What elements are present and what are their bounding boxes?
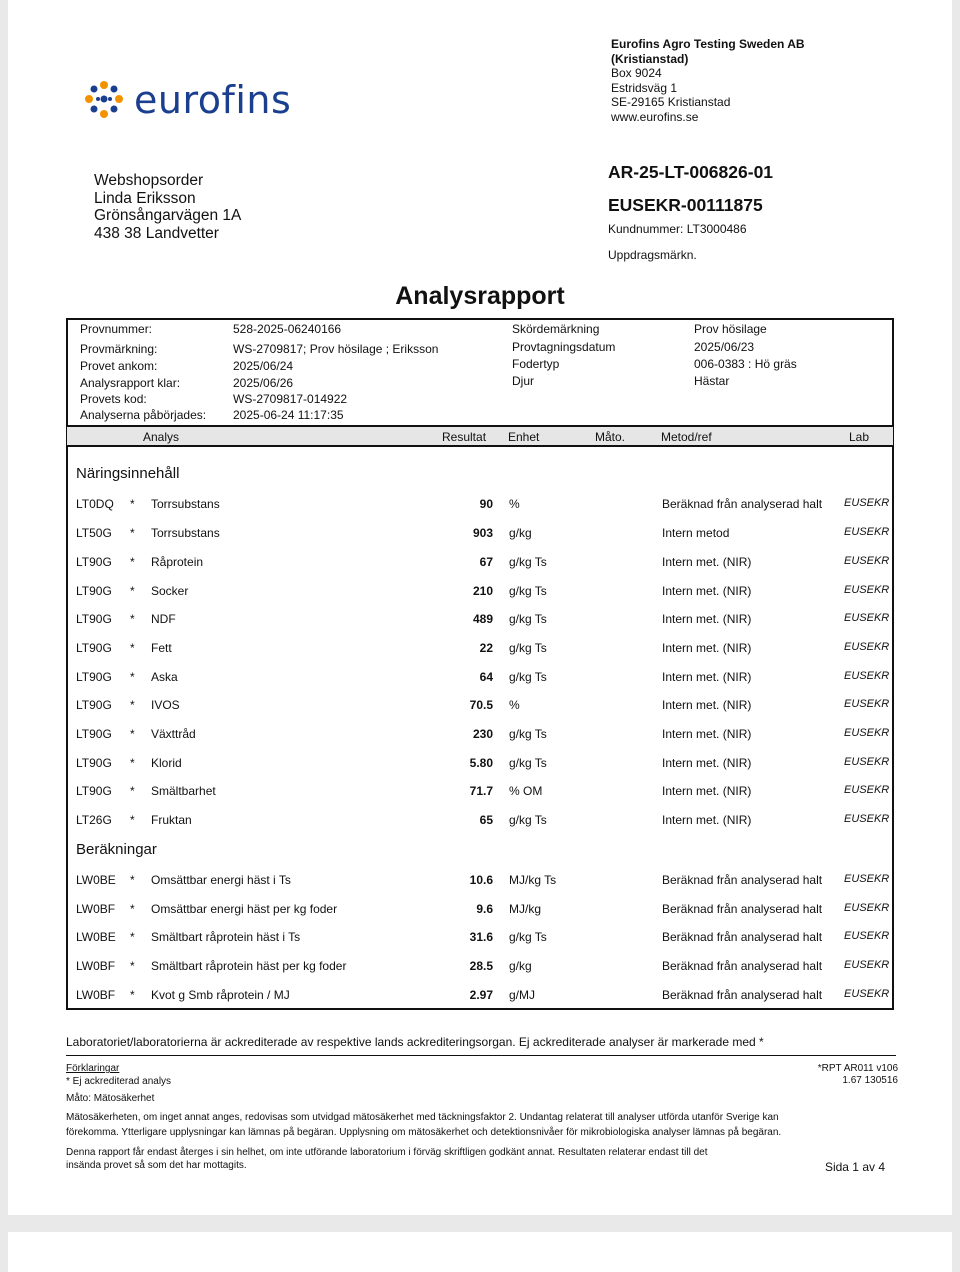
cell-unit: g/kg Ts bbox=[509, 670, 547, 684]
cell-lab: EUSEKR bbox=[844, 555, 890, 567]
info-label: Analysrapport klar: bbox=[80, 376, 181, 390]
cell-lab: EUSEKR bbox=[844, 727, 890, 739]
header-resultat: Resultat bbox=[442, 430, 487, 444]
table-row bbox=[67, 612, 893, 630]
cell-star: * bbox=[130, 727, 135, 741]
cell-result: 5.80 bbox=[469, 756, 493, 770]
cell-result: 230 bbox=[472, 727, 493, 741]
cell-unit: g/kg Ts bbox=[509, 612, 547, 626]
cell-unit: % bbox=[509, 497, 520, 511]
header-analys: Analys bbox=[143, 430, 180, 444]
cell-star: * bbox=[130, 784, 135, 798]
cell-unit: g/MJ bbox=[509, 988, 536, 1002]
cell-code: LT90G bbox=[76, 756, 112, 770]
cell-unit: g/kg bbox=[509, 959, 532, 973]
customer-address bbox=[94, 172, 241, 242]
cell-name: Torrsubstans bbox=[151, 497, 220, 511]
cell-unit: g/kg Ts bbox=[509, 641, 547, 655]
cell-lab: EUSEKR bbox=[844, 902, 890, 914]
report-references bbox=[608, 162, 773, 262]
cell-lab: EUSEKR bbox=[844, 526, 890, 538]
info-label: Provets kod: bbox=[80, 392, 147, 406]
cell-star: * bbox=[130, 497, 135, 511]
lab-website: www.eurofins.se bbox=[611, 109, 699, 124]
table-row bbox=[67, 641, 893, 659]
table-row bbox=[67, 873, 893, 891]
cell-star: * bbox=[130, 641, 135, 655]
cell-name: Råprotein bbox=[151, 555, 204, 569]
cell-name: Omsättbar energi häst per kg foder bbox=[151, 902, 338, 916]
cell-unit: g/kg Ts bbox=[509, 727, 547, 741]
cell-star: * bbox=[130, 670, 135, 684]
table-row bbox=[67, 959, 893, 977]
cell-name: Fruktan bbox=[151, 813, 192, 827]
cell-result: 64 bbox=[479, 670, 493, 684]
cell-star: * bbox=[130, 584, 135, 598]
cell-name: Smältbarhet bbox=[151, 784, 216, 798]
table-row bbox=[67, 930, 893, 948]
eurofins-logo-icon bbox=[82, 78, 126, 122]
cell-unit: MJ/kg Ts bbox=[509, 873, 557, 887]
table-row bbox=[67, 756, 893, 774]
cell-star: * bbox=[130, 930, 135, 944]
cell-star: * bbox=[130, 813, 135, 827]
cell-method: Beräknad från analyserad halt bbox=[662, 988, 823, 1002]
table-header bbox=[67, 425, 893, 447]
footer-paragraph-line: förekomma. Ytterligare upplysningar kan lämnas på begäran. Upplysning om mätosäkerhet och detektionsnivåer för mikrobiologiska analyser lämnas på begäran. bbox=[66, 1127, 782, 1138]
cell-method: Intern metod bbox=[662, 526, 730, 540]
cell-lab: EUSEKR bbox=[844, 959, 890, 971]
cell-lab: EUSEKR bbox=[844, 698, 890, 710]
info-value: 2025/06/23 bbox=[694, 340, 755, 354]
table-row bbox=[67, 813, 893, 831]
cell-method: Intern met. (NIR) bbox=[662, 727, 752, 741]
cell-code: LW0BF bbox=[76, 902, 116, 916]
cell-name: Växttråd bbox=[151, 727, 196, 741]
cell-result: 28.5 bbox=[469, 959, 493, 973]
cell-method: Beräknad från analyserad halt bbox=[662, 873, 823, 887]
cell-method: Intern met. (NIR) bbox=[662, 698, 752, 712]
cell-name: Smältbart råprotein häst i Ts bbox=[151, 930, 301, 944]
cell-name: NDF bbox=[151, 612, 176, 626]
cell-result: 210 bbox=[472, 584, 493, 598]
cell-method: Intern met. (NIR) bbox=[662, 784, 752, 798]
table-row bbox=[67, 902, 893, 920]
cell-star: * bbox=[130, 959, 135, 973]
info-label: Provnummer: bbox=[80, 322, 153, 336]
cell-unit: g/kg Ts bbox=[509, 813, 547, 827]
cell-code: LT26G bbox=[76, 813, 112, 827]
cell-method: Intern met. (NIR) bbox=[662, 670, 752, 684]
cell-star: * bbox=[130, 873, 135, 887]
footer-ej-ackred: * Ej ackrediterad analys bbox=[66, 1076, 172, 1087]
table-row bbox=[67, 784, 893, 802]
cell-name: Kvot g Smb råprotein / MJ bbox=[151, 988, 290, 1002]
info-value: Prov hösilage bbox=[694, 322, 767, 336]
table-row bbox=[67, 727, 893, 745]
info-value: 528-2025-06240166 bbox=[233, 322, 342, 336]
cell-method: Intern met. (NIR) bbox=[662, 584, 752, 598]
info-label: Djur bbox=[512, 374, 535, 388]
page-number: Sida 1 av 4 bbox=[824, 1160, 885, 1174]
cell-result: 489 bbox=[472, 612, 493, 626]
info-label: Analyserna påbörjades: bbox=[80, 408, 207, 422]
cell-method: Beräknad från analyserad halt bbox=[662, 497, 823, 511]
cell-code: LT90G bbox=[76, 641, 112, 655]
header-mato: Måto. bbox=[595, 430, 626, 444]
cell-code: LT90G bbox=[76, 670, 112, 684]
cell-star: * bbox=[130, 555, 135, 569]
assignment-label: Uppdragsmärkn. bbox=[608, 248, 697, 262]
customer-line: Linda Eriksson bbox=[94, 189, 196, 207]
cell-method: Intern met. (NIR) bbox=[662, 813, 752, 827]
info-value: 2025/06/26 bbox=[233, 376, 294, 390]
cell-code: LT90G bbox=[76, 698, 112, 712]
cell-name: Torrsubstans bbox=[151, 526, 220, 540]
table-row bbox=[67, 988, 893, 1006]
table-row bbox=[67, 526, 893, 544]
order-number: EUSEKR-00111875 bbox=[608, 195, 763, 215]
info-value: Hästar bbox=[694, 374, 730, 388]
table-row bbox=[67, 555, 893, 573]
cell-result: 9.6 bbox=[476, 902, 493, 916]
lab-address-line: SE-29165 Kristianstad bbox=[611, 95, 731, 109]
cell-lab: EUSEKR bbox=[844, 873, 890, 885]
cell-name: Aska bbox=[151, 670, 178, 684]
logo-text: eurofins bbox=[134, 78, 292, 122]
cell-star: * bbox=[130, 902, 135, 916]
eurofins-logo bbox=[82, 76, 302, 124]
sample-info-right bbox=[512, 321, 882, 391]
cell-unit: % OM bbox=[509, 784, 543, 798]
footer-rpt: *RPT AR011 v106 bbox=[817, 1063, 898, 1074]
lab-location: (Kristianstad) bbox=[611, 51, 689, 66]
table-row bbox=[67, 584, 893, 602]
footer-forklaringar: Förklaringar bbox=[66, 1063, 120, 1074]
cell-lab: EUSEKR bbox=[844, 784, 890, 796]
cell-code: LW0BE bbox=[76, 930, 116, 944]
info-label: Provtagningsdatum bbox=[512, 340, 616, 354]
cell-result: 70.5 bbox=[469, 698, 493, 712]
cell-star: * bbox=[130, 612, 135, 626]
cell-unit: g/kg Ts bbox=[509, 584, 547, 598]
section-title: Näringsinnehåll bbox=[76, 465, 180, 482]
customer-line: 438 38 Landvetter bbox=[94, 224, 219, 242]
cell-method: Intern met. (NIR) bbox=[662, 612, 752, 626]
lab-name: Eurofins Agro Testing Sweden AB bbox=[611, 37, 805, 51]
lab-address bbox=[611, 37, 805, 124]
section-title: Beräkningar bbox=[76, 841, 157, 858]
cell-unit: g/kg bbox=[509, 526, 532, 540]
cell-code: LW0BF bbox=[76, 959, 116, 973]
info-value: 2025-06-24 11:17:35 bbox=[233, 408, 344, 422]
cell-lab: EUSEKR bbox=[844, 641, 890, 653]
info-label: Fodertyp bbox=[512, 357, 560, 371]
table-row bbox=[67, 670, 893, 688]
cell-star: * bbox=[130, 698, 135, 712]
cell-code: LW0BE bbox=[76, 873, 116, 887]
table-row bbox=[67, 698, 893, 716]
cell-unit: g/kg Ts bbox=[509, 930, 547, 944]
cell-name: Fett bbox=[151, 641, 172, 655]
lab-address-line: Estridsväg 1 bbox=[611, 80, 678, 95]
cell-code: LT90G bbox=[76, 584, 112, 598]
cell-name: Smältbart råprotein häst per kg foder bbox=[151, 959, 347, 973]
cell-code: LT90G bbox=[76, 612, 112, 626]
cell-name: Klorid bbox=[151, 756, 182, 770]
cell-lab: EUSEKR bbox=[844, 670, 890, 682]
customer-number: Kundnummer: LT3000486 bbox=[608, 222, 747, 236]
cell-method: Beräknad från analyserad halt bbox=[662, 902, 823, 916]
info-value: WS-2709817-014922 bbox=[233, 392, 348, 406]
info-value: 2025/06/24 bbox=[233, 359, 294, 373]
cell-method: Intern met. (NIR) bbox=[662, 555, 752, 569]
info-label: Skördemärkning bbox=[512, 322, 600, 336]
footer-paragraph-line: Denna rapport får endast återges i sin helhet, om inte utförande laboratorium i förväg skriftligen godkänt annat. Resultaten relaterar endast till det bbox=[66, 1147, 708, 1158]
cell-result: 903 bbox=[472, 526, 493, 540]
cell-lab: EUSEKR bbox=[844, 930, 890, 942]
cell-code: LT90G bbox=[76, 784, 112, 798]
next-page-edge bbox=[8, 1232, 952, 1272]
info-label: Provet ankom: bbox=[80, 359, 158, 373]
cell-unit: MJ/kg bbox=[509, 902, 542, 916]
footer-paragraph-line: insända provet så som det har mottagits. bbox=[66, 1160, 247, 1171]
footer-mato: Måto: Mätosäkerhet bbox=[66, 1093, 155, 1104]
footer-paragraph-line: Mätosäkerheten, om inget annat anges, redovisas som utvidgad mätosäkerhet med täckningsfaktor 2. Undantag relaterat till analyser utförda utanför Sverige kan bbox=[66, 1112, 779, 1123]
cell-result: 31.6 bbox=[469, 930, 493, 944]
cell-result: 90 bbox=[479, 497, 493, 511]
report-number: AR-25-LT-006826-01 bbox=[608, 162, 774, 182]
cell-unit: g/kg Ts bbox=[509, 555, 547, 569]
cell-method: Beräknad från analyserad halt bbox=[662, 959, 823, 973]
customer-line: Webshopsorder bbox=[94, 172, 204, 189]
cell-lab: EUSEKR bbox=[844, 813, 890, 825]
cell-unit: g/kg Ts bbox=[509, 756, 547, 770]
cell-result: 22 bbox=[479, 641, 493, 655]
accreditation-note: Laboratoriet/laboratorierna är ackrediterade av respektive lands ackrediteringsorgan. Ej ackrediterade analyser är markerade med * bbox=[66, 1035, 896, 1056]
header-lab: Lab bbox=[849, 430, 870, 444]
cell-lab: EUSEKR bbox=[844, 584, 890, 596]
cell-lab: EUSEKR bbox=[844, 988, 890, 1000]
cell-code: LT0DQ bbox=[76, 497, 114, 511]
header-enhet: Enhet bbox=[508, 430, 540, 444]
cell-star: * bbox=[130, 756, 135, 770]
cell-method: Intern met. (NIR) bbox=[662, 641, 752, 655]
footer-version: 1.67 130516 bbox=[842, 1075, 898, 1086]
cell-lab: EUSEKR bbox=[844, 497, 890, 509]
cell-unit: % bbox=[509, 698, 520, 712]
cell-result: 10.6 bbox=[469, 873, 493, 887]
cell-code: LT90G bbox=[76, 727, 112, 741]
info-label: Provmärkning: bbox=[80, 342, 158, 356]
cell-result: 71.7 bbox=[469, 784, 493, 798]
cell-method: Beräknad från analyserad halt bbox=[662, 930, 823, 944]
cell-star: * bbox=[130, 526, 135, 540]
header-metod: Metod/ref bbox=[661, 430, 712, 444]
cell-result: 65 bbox=[479, 813, 493, 827]
cell-result: 67 bbox=[479, 555, 493, 569]
cell-name: Omsättbar energi häst i Ts bbox=[151, 873, 291, 887]
cell-code: LT90G bbox=[76, 555, 112, 569]
cell-code: LW0BF bbox=[76, 988, 116, 1002]
cell-star: * bbox=[130, 988, 135, 1002]
info-value: WS-2709817; Prov hösilage ; Eriksson bbox=[233, 342, 439, 356]
page-title: Analysrapport bbox=[395, 282, 565, 310]
sample-info-left bbox=[80, 321, 500, 421]
lab-address-line: Box 9024 bbox=[611, 66, 662, 80]
cell-lab: EUSEKR bbox=[844, 612, 890, 624]
cell-lab: EUSEKR bbox=[844, 756, 890, 768]
cell-name: Socker bbox=[151, 584, 189, 598]
info-value: 006-0383 : Hö gräs bbox=[694, 357, 797, 371]
cell-name: IVOS bbox=[151, 698, 180, 712]
cell-method: Intern met. (NIR) bbox=[662, 756, 752, 770]
table-row bbox=[67, 497, 893, 515]
customer-line: Grönsångarvägen 1A bbox=[94, 207, 242, 224]
cell-result: 2.97 bbox=[469, 988, 493, 1002]
cell-code: LT50G bbox=[76, 526, 112, 540]
